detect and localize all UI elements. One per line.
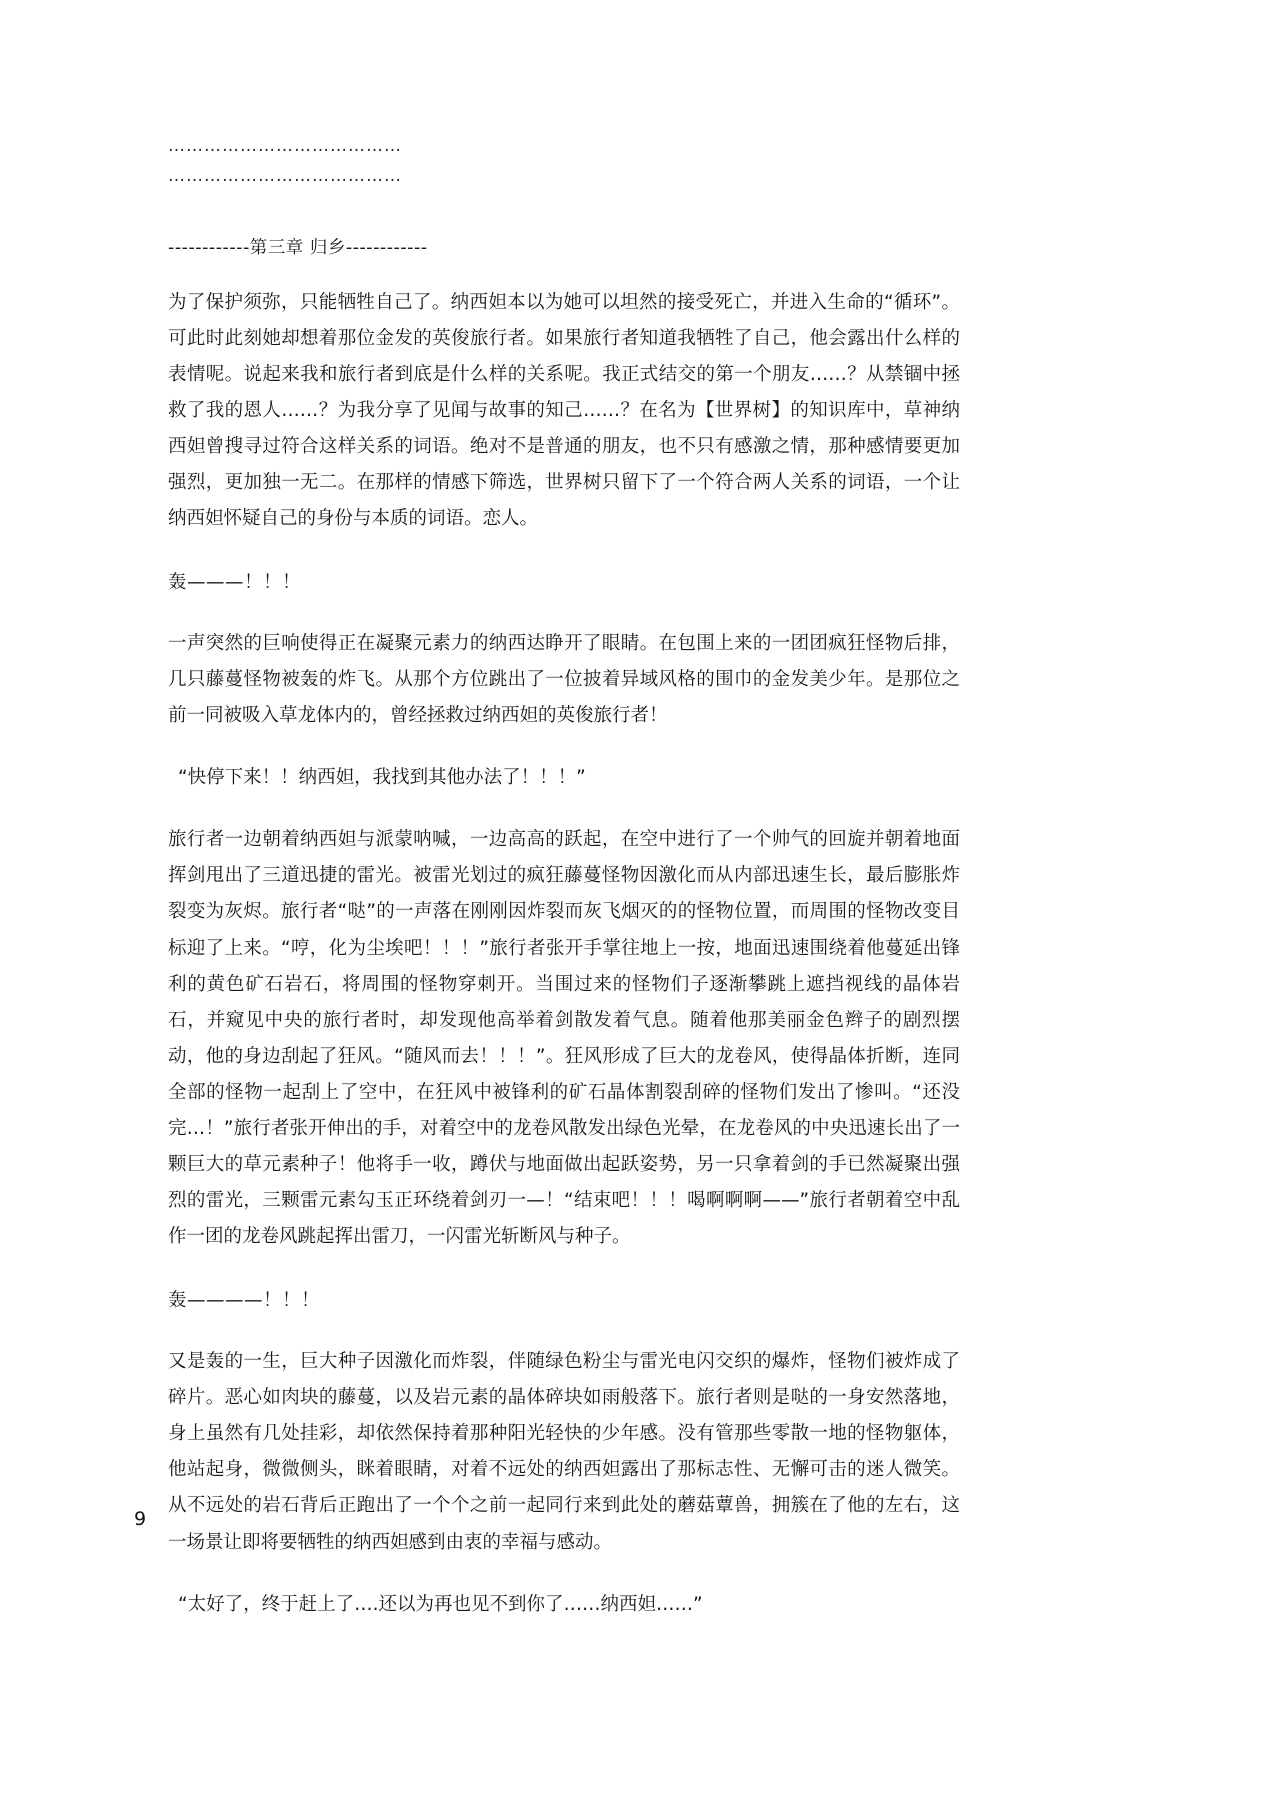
- sound-effect-line: 轰————！！！: [168, 1290, 321, 1312]
- body-paragraph: 又是轰的一生，巨大种子因激化而炸裂，伴随绿色粉尘与雷光电闪交织的爆炸，怪物们被炸成了碎片。恶心如肉块的藤蔓，以及岩元素的晶体碎块如雨般落下。旅行者则是哒的一身安然落地，身上虽然有几处挂彩，却依然保持着那种阳光轻快的少年感。没有管那些零散一地的怪物躯体，他站起身，微微侧头，眯着眼睛，对着不远处的纳西妲露出了那标志性、无懈可击的迷人微笑。从不远处的岩石背后正跑出了一个个之前一起同行来到此处的蘑菇蕈兽，拥簇在了他的左右，这一场景让即将要牺牲的纳西妲感到由衷的幸福与感动。: [168, 1351, 960, 1553]
- dot-leader-line-1: …………………………………: [168, 136, 402, 156]
- dot-leader-line-2: …………………………………: [168, 165, 402, 186]
- sound-effect-line: 轰———！！！: [168, 571, 302, 593]
- page-body: [168, 132, 960, 1641]
- chapter-heading: ------------第三章 归乡------------: [168, 237, 428, 258]
- dialogue-line: “太好了，终于赶上了….还以为再也见不到你了……纳西妲……”: [178, 1593, 703, 1615]
- body-paragraph: 旅行者一边朝着纳西妲与派蒙呐喊，一边高高的跃起，在空中进行了一个帅气的回旋并朝着地面挥剑甩出了三道迅捷的雷光。被雷光划过的疯狂藤蔓怪物因激化而从内部迅速生长，最后膨胀炸裂变为灰烬。旅行者“哒”的一声落在刚刚因炸裂而灰飞烟灭的的怪物位置，而周围的怪物改变目标迎了上来。“哼，化为尘埃吧！！！”旅行者张开手掌往地上一按，地面迅速围绕着他蔓延出锋利的黄色矿石岩石，将周围的怪物穿刺开。当围过来的怪物们子逐渐攀跳上遮挡视线的晶体岩石，并窥见中央的旅行者时，却发现他高举着剑散发着气息。随着他那美丽金色辫子的剧烈摆动，他的身边刮起了狂风。“随风而去！！！”。狂风形成了巨大的龙卷风，使得晶体折断，连同全部的怪物一起刮上了空中，在狂风中被锋利的矿石晶体割裂刮碎的怪物们发出了惨叫。“还没完…！”旅行者张开伸出的手，对着空中的龙卷风散发出绿色光晕，在龙卷风的中央迅速长出了一颗巨大的草元素种子！他将手一收，蹲伏与地面做出起跃姿势，另一只拿着剑的手已然凝聚出强烈的雷光，三颗雷元素勾玉正环绕着剑刃一—！“结束吧！！！喝啊啊啊——”旅行者朝着空中乱作一团的龙卷风跳起挥出雷刀，一闪雷光斩断风与种子。: [168, 829, 960, 1248]
- body-paragraph: 为了保护须弥，只能牺牲自己了。纳西妲本以为她可以坦然的接受死亡，并进入生命的“循环”。可此时此刻她却想着那位金发的英俊旅行者。如果旅行者知道我牺牲了自己，他会露出什么样的表情呢。说起来我和旅行者到底是什么样的关系呢。我正式结交的第一个朋友……？从禁锢中拯救了我的恩人……？为我分享了见闻与故事的知己……？在名为【世界树】的知识库中，草神纳西妲曾搜寻过符合这样关系的词语。绝对不是普通的朋友，也不只有感激之情，那种感情要更加强烈，更加独一无二。在那样的情感下筛选，世界树只留下了一个符合两人关系的词语，一个让纳西妲怀疑自己的身份与本质的词语。恋人。: [168, 291, 960, 529]
- dialogue-line: “快停下来！！纳西妲，我找到其他办法了！！！”: [178, 767, 586, 789]
- body-paragraph: 一声突然的巨响使得正在凝聚元素力的纳西达睁开了眼睛。在包围上来的一团团疯狂怪物后排，几只藤蔓怪物被轰的炸飞。从那个方位跳出了一位披着异域风格的围巾的金发美少年。是那位之前一同被吸入草龙体内的，曾经拯救过纳西妲的英俊旅行者！: [168, 633, 960, 727]
- page-number: 9: [134, 1508, 147, 1530]
